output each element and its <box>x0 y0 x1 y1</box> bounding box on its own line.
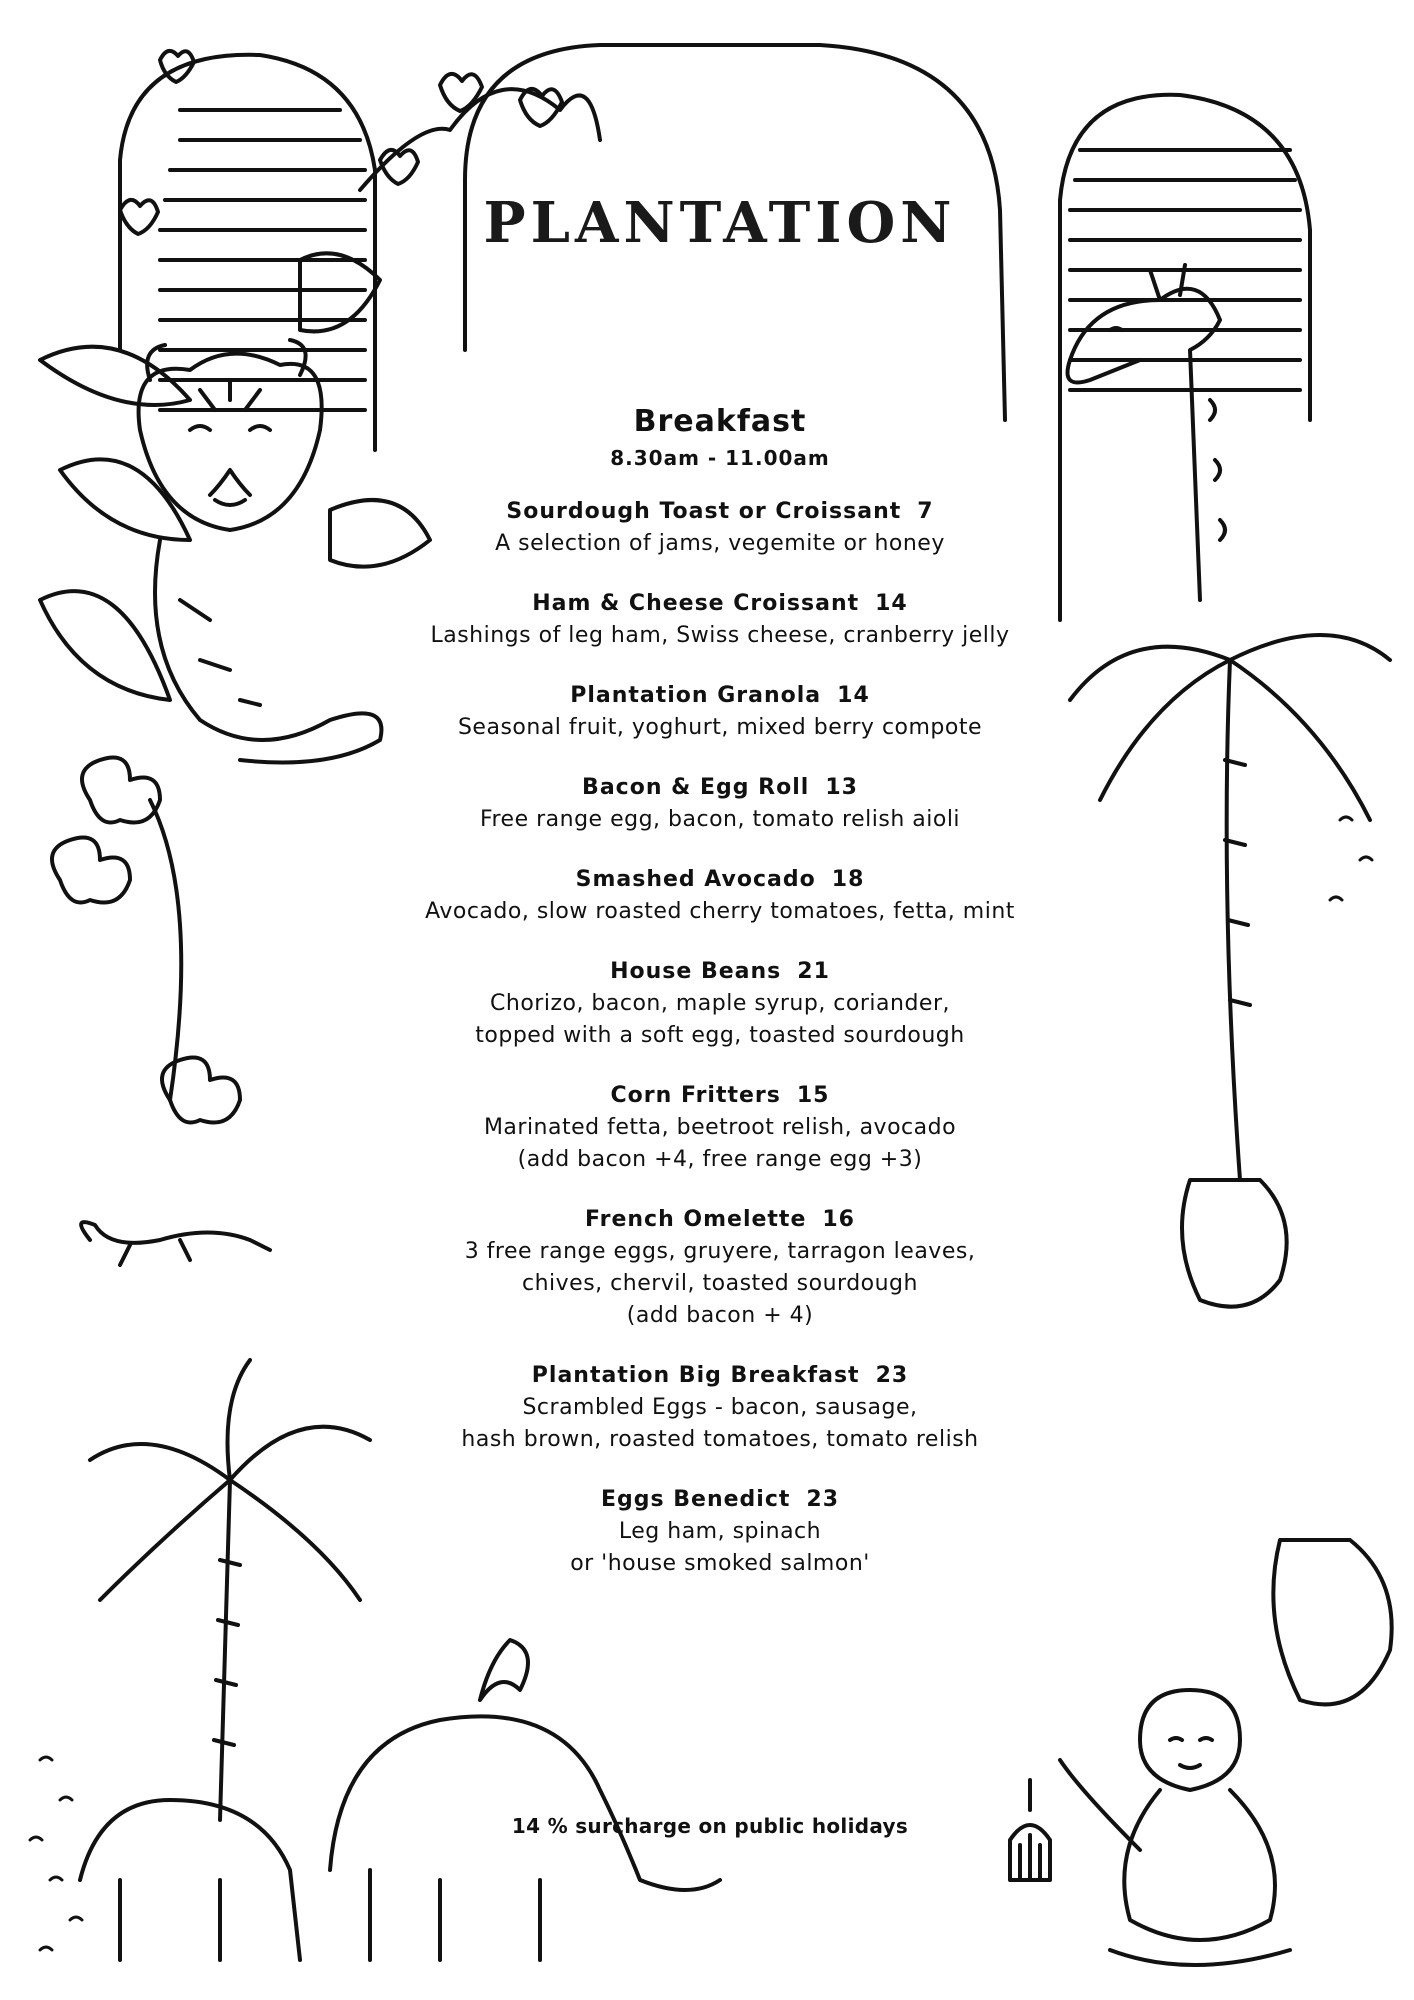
menu-item-name: Bacon & Egg Roll <box>582 775 810 800</box>
menu-item-description: hash brown, roasted tomatoes, tomato relish <box>461 1427 979 1452</box>
menu-item-description: 3 free range eggs, gruyere, tarragon leaves, <box>464 1239 976 1264</box>
menu-list <box>360 400 1080 1608</box>
menu-item-name: Ham & Cheese Croissant <box>532 591 860 616</box>
menu-item <box>360 864 1080 928</box>
shutter-window-right <box>1060 95 1310 620</box>
menu-item-heading <box>360 680 1080 712</box>
menu-item-name: Corn Fritters <box>610 1083 781 1108</box>
menu-item <box>360 1204 1080 1332</box>
giraffe-icon <box>1068 265 1226 600</box>
menu-item-heading <box>360 772 1080 804</box>
palm-tree-icon <box>90 1360 370 1820</box>
menu-item <box>360 772 1080 836</box>
menu-item-description: Chorizo, bacon, maple syrup, coriander, <box>490 991 950 1016</box>
menu-item <box>360 588 1080 652</box>
menu-item-price: 16 <box>822 1207 855 1232</box>
menu-item-description: (add bacon +4, free range egg +3) <box>517 1147 923 1172</box>
brand-title: PLANTATION <box>483 190 957 256</box>
menu-item-price: 7 <box>917 499 934 524</box>
menu-item <box>360 1080 1080 1176</box>
menu-item-name: Plantation Big Breakfast <box>531 1363 860 1388</box>
surcharge-note: 14 % surcharge on public holidays <box>511 1814 909 1838</box>
menu-item-description: Scrambled Eggs - bacon, sausage, <box>522 1395 918 1420</box>
menu-item-description: Avocado, slow roasted cherry tomatoes, fetta, mint <box>425 899 1015 924</box>
menu-item-price: 13 <box>825 775 858 800</box>
menu-item-price: 21 <box>797 959 830 984</box>
menu-item-name: House Beans <box>610 959 782 984</box>
menu-item-description: (add bacon + 4) <box>626 1303 814 1328</box>
elephant-icon <box>80 1640 720 1960</box>
menu-item-heading <box>360 956 1080 988</box>
menu-item-price: 23 <box>806 1487 840 1512</box>
birdcage-icon <box>1010 1780 1050 1880</box>
menu-item-heading <box>360 1360 1080 1392</box>
section-title: Breakfast <box>633 404 807 439</box>
menu-item-description: or 'house smoked salmon' <box>570 1551 870 1576</box>
menu-item-description: topped with a soft egg, toasted sourdough <box>475 1023 965 1048</box>
menu-item-name: Eggs Benedict <box>600 1487 791 1512</box>
menu-item-name: Plantation Granola <box>570 683 822 708</box>
menu-item-heading <box>360 588 1080 620</box>
menu-item <box>360 496 1080 560</box>
menu-item-description: Free range egg, bacon, tomato relish aioli <box>479 807 961 832</box>
menu-item-price: 14 <box>837 683 870 708</box>
menu-item-heading <box>360 1204 1080 1236</box>
menu-item-heading <box>360 496 1080 528</box>
menu-item-heading <box>360 1484 1080 1516</box>
menu-item-heading <box>360 864 1080 896</box>
menu-item <box>360 680 1080 744</box>
section-hours: 8.30am - 11.00am <box>610 446 830 470</box>
menu-item-price: 18 <box>831 867 865 892</box>
menu-item-price: 14 <box>875 591 908 616</box>
menu-item-description: Seasonal fruit, yoghurt, mixed berry compote <box>457 715 983 740</box>
menu-item-price: 15 <box>796 1083 830 1108</box>
monkey-icon <box>1060 1690 1290 1965</box>
menu-item-name: Sourdough Toast or Croissant <box>506 499 902 524</box>
banana-bunch-icon <box>1182 1180 1392 1704</box>
lizard-icon <box>81 1222 270 1265</box>
menu-items <box>360 496 1080 1580</box>
menu-item <box>360 956 1080 1052</box>
menu-item-description: Marinated fetta, beetroot relish, avocado <box>483 1115 957 1140</box>
menu-item-name: Smashed Avocado <box>575 867 816 892</box>
menu-item-name: French Omelette <box>584 1207 807 1232</box>
menu-item-description: A selection of jams, vegemite or honey <box>495 531 945 556</box>
menu-item <box>360 1484 1080 1580</box>
orchid-icon <box>52 758 240 1123</box>
menu-item-description: Leg ham, spinach <box>618 1519 822 1544</box>
menu-item-price: 23 <box>875 1363 909 1388</box>
menu-item-description: chives, chervil, toasted sourdough <box>522 1271 918 1296</box>
menu-item-heading <box>360 1080 1080 1112</box>
palm-tree-right <box>1070 635 1390 1180</box>
menu-item-description: Lashings of leg ham, Swiss cheese, cranberry jelly <box>430 623 1010 648</box>
menu-item <box>360 1360 1080 1456</box>
